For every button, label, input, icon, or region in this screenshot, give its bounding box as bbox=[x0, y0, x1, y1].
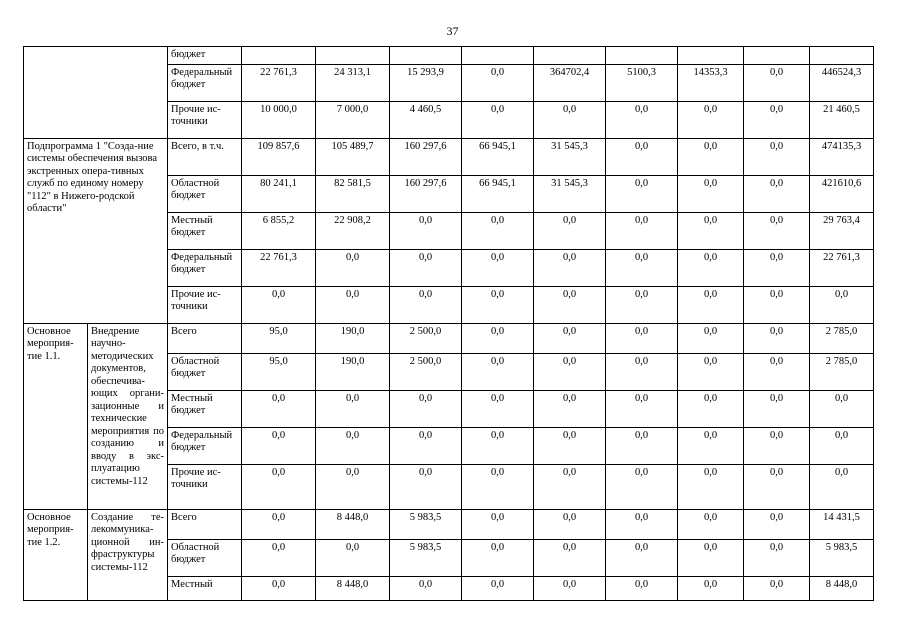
value-cell: 0,0 bbox=[462, 64, 534, 101]
value-cell: 105 489,7 bbox=[316, 138, 390, 175]
funding-source: Всего, в т.ч. bbox=[168, 138, 242, 175]
value-cell: 0,0 bbox=[534, 323, 606, 353]
value-cell: 0,0 bbox=[606, 427, 678, 464]
value-cell: 22 908,2 bbox=[316, 212, 390, 249]
value-cell: 2 785,0 bbox=[810, 323, 874, 353]
value-cell: 0,0 bbox=[744, 249, 810, 286]
value-cell bbox=[242, 47, 316, 65]
value-cell: 0,0 bbox=[534, 509, 606, 539]
value-cell bbox=[810, 47, 874, 65]
value-cell: 95,0 bbox=[242, 353, 316, 390]
value-cell: 0,0 bbox=[462, 390, 534, 427]
value-cell: 0,0 bbox=[462, 509, 534, 539]
value-cell: 0,0 bbox=[744, 464, 810, 509]
value-cell: 0,0 bbox=[606, 175, 678, 212]
funding-source: бюджет bbox=[168, 47, 242, 65]
value-cell: 66 945,1 bbox=[462, 175, 534, 212]
program-label: Подпрограмма 1 "Созда-ние системы обеспечения вызова экстренных опера-тивных служб по единому номеру "112" в Нижего-родской области" bbox=[24, 138, 168, 323]
value-cell: 0,0 bbox=[534, 390, 606, 427]
value-cell: 2 500,0 bbox=[390, 353, 462, 390]
value-cell: 0,0 bbox=[678, 576, 744, 600]
value-cell: 0,0 bbox=[316, 286, 390, 323]
value-cell: 0,0 bbox=[678, 138, 744, 175]
table-row bbox=[24, 138, 874, 175]
value-cell: 4 460,5 bbox=[390, 101, 462, 138]
value-cell: 6 855,2 bbox=[242, 212, 316, 249]
value-cell: 0,0 bbox=[606, 286, 678, 323]
value-cell: 95,0 bbox=[242, 323, 316, 353]
value-cell: 0,0 bbox=[390, 427, 462, 464]
value-cell: 0,0 bbox=[462, 286, 534, 323]
table-row bbox=[24, 47, 874, 65]
value-cell: 0,0 bbox=[810, 390, 874, 427]
value-cell: 0,0 bbox=[606, 212, 678, 249]
value-cell: 5100,3 bbox=[606, 64, 678, 101]
value-cell bbox=[390, 47, 462, 65]
funding-source: Всего bbox=[168, 323, 242, 353]
activity-description: Внедрение научно-методических документов, обеспечива-ющих органи-зационные и технические мероприятия по созданию и вводу в экс-плуатацию системы-112 bbox=[88, 323, 168, 509]
value-cell: 0,0 bbox=[242, 286, 316, 323]
funding-source: Областной бюджет bbox=[168, 353, 242, 390]
value-cell: 14353,3 bbox=[678, 64, 744, 101]
value-cell: 0,0 bbox=[810, 464, 874, 509]
value-cell: 0,0 bbox=[534, 212, 606, 249]
funding-source: Прочие ис-точники bbox=[168, 101, 242, 138]
value-cell: 0,0 bbox=[462, 427, 534, 464]
value-cell: 0,0 bbox=[534, 576, 606, 600]
value-cell: 0,0 bbox=[678, 101, 744, 138]
funding-source: Местный bbox=[168, 576, 242, 600]
value-cell: 0,0 bbox=[534, 249, 606, 286]
value-cell: 0,0 bbox=[744, 427, 810, 464]
value-cell: 0,0 bbox=[462, 539, 534, 576]
value-cell: 0,0 bbox=[810, 427, 874, 464]
value-cell: 8 448,0 bbox=[810, 576, 874, 600]
value-cell: 0,0 bbox=[678, 509, 744, 539]
value-cell: 0,0 bbox=[810, 286, 874, 323]
value-cell: 10 000,0 bbox=[242, 101, 316, 138]
value-cell: 160 297,6 bbox=[390, 138, 462, 175]
value-cell: 5 983,5 bbox=[810, 539, 874, 576]
value-cell: 0,0 bbox=[242, 464, 316, 509]
value-cell: 0,0 bbox=[462, 212, 534, 249]
value-cell: 82 581,5 bbox=[316, 175, 390, 212]
value-cell: 0,0 bbox=[678, 175, 744, 212]
value-cell: 0,0 bbox=[316, 539, 390, 576]
value-cell: 0,0 bbox=[242, 509, 316, 539]
value-cell: 21 460,5 bbox=[810, 101, 874, 138]
funding-source: Прочие ис-точники bbox=[168, 464, 242, 509]
value-cell bbox=[606, 47, 678, 65]
funding-source: Прочие ис-точники bbox=[168, 286, 242, 323]
value-cell: 0,0 bbox=[462, 353, 534, 390]
value-cell: 0,0 bbox=[606, 323, 678, 353]
value-cell: 8 448,0 bbox=[316, 576, 390, 600]
value-cell: 0,0 bbox=[242, 390, 316, 427]
value-cell: 0,0 bbox=[462, 576, 534, 600]
value-cell: 14 431,5 bbox=[810, 509, 874, 539]
value-cell: 190,0 bbox=[316, 323, 390, 353]
value-cell: 22 761,3 bbox=[810, 249, 874, 286]
funding-source: Федеральный бюджет bbox=[168, 64, 242, 101]
funding-source: Местный бюджет bbox=[168, 212, 242, 249]
value-cell bbox=[316, 47, 390, 65]
value-cell: 24 313,1 bbox=[316, 64, 390, 101]
value-cell: 0,0 bbox=[242, 539, 316, 576]
budget-table bbox=[23, 46, 874, 601]
value-cell: 0,0 bbox=[462, 101, 534, 138]
value-cell: 160 297,6 bbox=[390, 175, 462, 212]
value-cell: 0,0 bbox=[606, 249, 678, 286]
value-cell: 0,0 bbox=[678, 212, 744, 249]
value-cell: 0,0 bbox=[534, 353, 606, 390]
value-cell: 0,0 bbox=[462, 249, 534, 286]
value-cell: 0,0 bbox=[744, 138, 810, 175]
value-cell: 22 761,3 bbox=[242, 249, 316, 286]
value-cell: 0,0 bbox=[744, 212, 810, 249]
value-cell: 0,0 bbox=[390, 464, 462, 509]
value-cell: 0,0 bbox=[744, 509, 810, 539]
value-cell: 190,0 bbox=[316, 353, 390, 390]
value-cell: 0,0 bbox=[678, 249, 744, 286]
value-cell: 0,0 bbox=[316, 390, 390, 427]
value-cell: 0,0 bbox=[534, 464, 606, 509]
value-cell: 0,0 bbox=[534, 101, 606, 138]
value-cell: 364702,4 bbox=[534, 64, 606, 101]
value-cell: 0,0 bbox=[678, 464, 744, 509]
value-cell: 31 545,3 bbox=[534, 175, 606, 212]
value-cell: 0,0 bbox=[606, 576, 678, 600]
value-cell: 446524,3 bbox=[810, 64, 874, 101]
value-cell: 0,0 bbox=[242, 427, 316, 464]
value-cell bbox=[534, 47, 606, 65]
program-label bbox=[24, 47, 168, 139]
funding-source: Всего bbox=[168, 509, 242, 539]
funding-source: Федеральный бюджет bbox=[168, 427, 242, 464]
value-cell: 0,0 bbox=[744, 64, 810, 101]
value-cell: 0,0 bbox=[534, 427, 606, 464]
value-cell: 80 241,1 bbox=[242, 175, 316, 212]
value-cell: 421610,6 bbox=[810, 175, 874, 212]
value-cell: 0,0 bbox=[678, 390, 744, 427]
value-cell: 0,0 bbox=[606, 138, 678, 175]
value-cell: 22 761,3 bbox=[242, 64, 316, 101]
value-cell: 0,0 bbox=[606, 353, 678, 390]
value-cell: 2 785,0 bbox=[810, 353, 874, 390]
value-cell: 15 293,9 bbox=[390, 64, 462, 101]
value-cell: 5 983,5 bbox=[390, 509, 462, 539]
table-row bbox=[24, 323, 874, 353]
value-cell: 31 545,3 bbox=[534, 138, 606, 175]
funding-source: Областной бюджет bbox=[168, 539, 242, 576]
value-cell: 0,0 bbox=[534, 286, 606, 323]
value-cell: 0,0 bbox=[242, 576, 316, 600]
value-cell: 2 500,0 bbox=[390, 323, 462, 353]
value-cell bbox=[678, 47, 744, 65]
value-cell: 0,0 bbox=[390, 390, 462, 427]
value-cell: 0,0 bbox=[390, 249, 462, 286]
value-cell: 0,0 bbox=[744, 539, 810, 576]
value-cell: 474135,3 bbox=[810, 138, 874, 175]
page-number: 37 bbox=[446, 24, 459, 38]
value-cell: 0,0 bbox=[390, 212, 462, 249]
value-cell: 0,0 bbox=[744, 390, 810, 427]
value-cell: 0,0 bbox=[462, 323, 534, 353]
value-cell: 0,0 bbox=[316, 427, 390, 464]
value-cell: 0,0 bbox=[744, 286, 810, 323]
value-cell: 0,0 bbox=[606, 539, 678, 576]
activity-label: Основное мероприя-тие 1.2. bbox=[24, 509, 88, 600]
activity-description: Создание те-лекоммуника-ционной ин-фраструктуры системы-112 bbox=[88, 509, 168, 600]
value-cell: 0,0 bbox=[678, 539, 744, 576]
table-row bbox=[24, 509, 874, 539]
value-cell: 0,0 bbox=[744, 323, 810, 353]
value-cell: 0,0 bbox=[606, 509, 678, 539]
funding-source: Местный бюджет bbox=[168, 390, 242, 427]
value-cell: 0,0 bbox=[744, 175, 810, 212]
value-cell: 0,0 bbox=[534, 539, 606, 576]
value-cell: 0,0 bbox=[316, 464, 390, 509]
value-cell: 0,0 bbox=[678, 323, 744, 353]
funding-source: Областной бюджет bbox=[168, 175, 242, 212]
value-cell: 0,0 bbox=[462, 464, 534, 509]
funding-source: Федеральный бюджет bbox=[168, 249, 242, 286]
activity-label: Основное мероприя-тие 1.1. bbox=[24, 323, 88, 509]
value-cell: 8 448,0 bbox=[316, 509, 390, 539]
value-cell: 0,0 bbox=[606, 464, 678, 509]
value-cell: 0,0 bbox=[678, 427, 744, 464]
value-cell: 0,0 bbox=[390, 286, 462, 323]
value-cell: 0,0 bbox=[744, 576, 810, 600]
value-cell: 0,0 bbox=[606, 101, 678, 138]
value-cell: 0,0 bbox=[390, 576, 462, 600]
value-cell: 66 945,1 bbox=[462, 138, 534, 175]
value-cell: 0,0 bbox=[678, 353, 744, 390]
value-cell: 0,0 bbox=[316, 249, 390, 286]
value-cell: 0,0 bbox=[606, 390, 678, 427]
value-cell: 109 857,6 bbox=[242, 138, 316, 175]
value-cell: 7 000,0 bbox=[316, 101, 390, 138]
value-cell: 0,0 bbox=[678, 286, 744, 323]
value-cell bbox=[462, 47, 534, 65]
value-cell bbox=[744, 47, 810, 65]
value-cell: 0,0 bbox=[744, 101, 810, 138]
value-cell: 29 763,4 bbox=[810, 212, 874, 249]
value-cell: 5 983,5 bbox=[390, 539, 462, 576]
value-cell: 0,0 bbox=[744, 353, 810, 390]
